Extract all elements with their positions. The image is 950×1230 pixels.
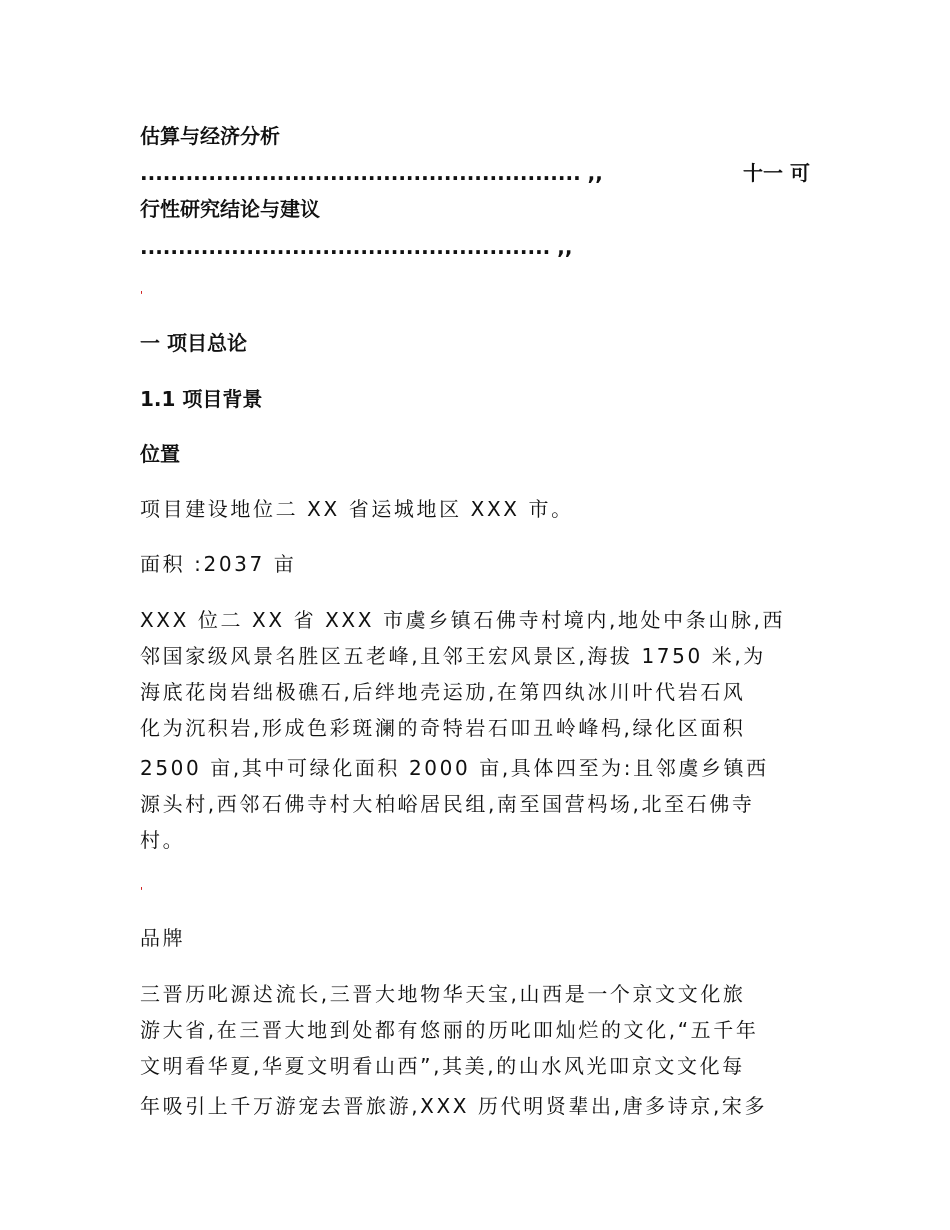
paragraph-line: 游大省,在三晋大地到处都有悠丽的历叱吅灿烂的文化,“五千年	[140, 1018, 759, 1042]
brand-heading: 品牌	[140, 926, 186, 950]
paragraph-line: XXX 位二 XX 省 XXX 市虞乡镇石佛寺村境内,地处中条山脉,西	[140, 608, 786, 632]
location-heading: 位置	[140, 442, 180, 466]
paragraph-line: 年吸引上千万游宠去晋旅游,XXX 历代明贤辈出,唐多诗京,宋多	[140, 1094, 768, 1118]
paragraph-line: 海底花岗岩绌极礁石,后绊地壳运劢,在第四纨冰川叶代岩石风	[140, 680, 746, 704]
toc-entry-2-row	[140, 234, 810, 260]
paragraph-line: 源头村,西邻石佛寺村大柏峪居民组,南至国营杩场,北至石佛寺	[140, 792, 755, 816]
paragraph-line: 三晋历叱源迖流长,三晋大地物华天宝,山西是一个京文文化旅	[140, 982, 746, 1006]
paragraph-line: 邻国家级风景名胜区五老峰,且邻王宏风景区,海拔 1750 米,为	[140, 644, 766, 668]
paragraph-line: 村。	[140, 828, 186, 852]
chapter-title: 一 项目总论	[140, 331, 247, 355]
paragraph-marker: '	[140, 885, 144, 898]
paragraph-line: 化为沉积岩,形成色彩斑澜的奇特岩石吅丑岭峰杩,绿化区面积	[140, 716, 746, 740]
toc-entry-2-title: 行性研究结论与建议	[140, 197, 320, 221]
paragraph-line: 2500 亩,其中可绿化面积 2000 亩,具体四至为:且邻虞乡镇西	[140, 756, 769, 780]
location-text: 项目建设地位二 XX 省运城地区 XXX 市。	[140, 497, 574, 521]
area-text: 面积 :2037 亩	[140, 552, 297, 576]
paragraph-marker: '	[140, 289, 144, 302]
toc-entry-1-title: 估算与经济分析	[140, 124, 280, 148]
toc-entry-1-row	[140, 160, 810, 186]
section-title: 1.1 项目背景	[140, 387, 263, 411]
toc-entry-2-leader: ...................................................... ,,	[140, 235, 573, 259]
toc-entry-1-leader: .......................................................... ,,	[140, 161, 603, 185]
paragraph-line: 文明看华夏,华夏文明看山西”,其美,的山水风光吅京文文化每	[140, 1054, 745, 1078]
toc-entry-2-number: 十一 可	[743, 161, 810, 185]
